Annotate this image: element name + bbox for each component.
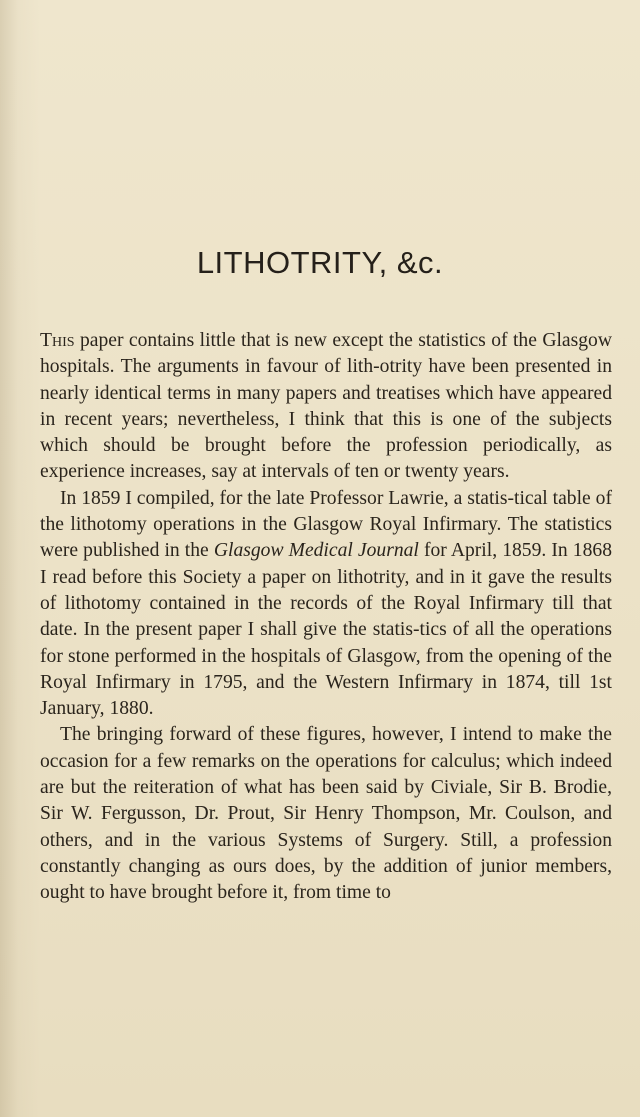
paragraph-1: [40, 328, 612, 486]
page-title: LITHOTRITY, &c.: [196, 245, 444, 280]
paragraph-3-text: The bringing forward of these figures, however, I intend to make the occasion for a few remarks on the operations for calculus; which indeed are but the reiteration of what has been said by Civiale, Sir B. Brodie, Sir W. Fergusson, Dr. Prout, Sir Henry Thompson, Mr. Coulson, and others, and in the various Systems of Surgery. Still, a profession constantly changing as ours does, by the addition of junior members, ought to have brought before it, from time to: [40, 724, 612, 904]
paragraph-2-after: for April, 1859. In 1868 I read before this Society a paper on lithotrity, and in it gave the results of lithotomy contained in the records of the Royal Infirmary till that date. In the present paper I shall give the statis-tics of all the operations for stone performed in the hospitals of Glasgow, from the opening of the Royal Infirmary in 1795, and the Western Infirmary in 1874, till 1st January, 1880.: [40, 540, 612, 720]
paragraph-2: [40, 486, 612, 723]
paragraph-1-lead: This: [40, 330, 75, 351]
paragraph-1-text: paper contains little that is new except the statistics of the Glasgow hospitals. The arguments in favour of lith-otrity have been presented in nearly identical terms in many papers and treatises which have appeared in recent years; nevertheless, I think that this is one of the subjects which should be brought before the profession periodically, as experience increases, say at intervals of ten or twenty years.: [40, 330, 612, 483]
paragraph-2-before: In 1859 I compiled, for the late Professor Lawrie, a statis-tical table of the lithotomy operations in the Glasgow Royal Infirmary. The statistics were published in the: [40, 487, 612, 562]
body-text: [40, 328, 612, 907]
journal-title: Glasgow Medical Journal: [213, 540, 419, 562]
paragraph-3: [40, 722, 612, 906]
